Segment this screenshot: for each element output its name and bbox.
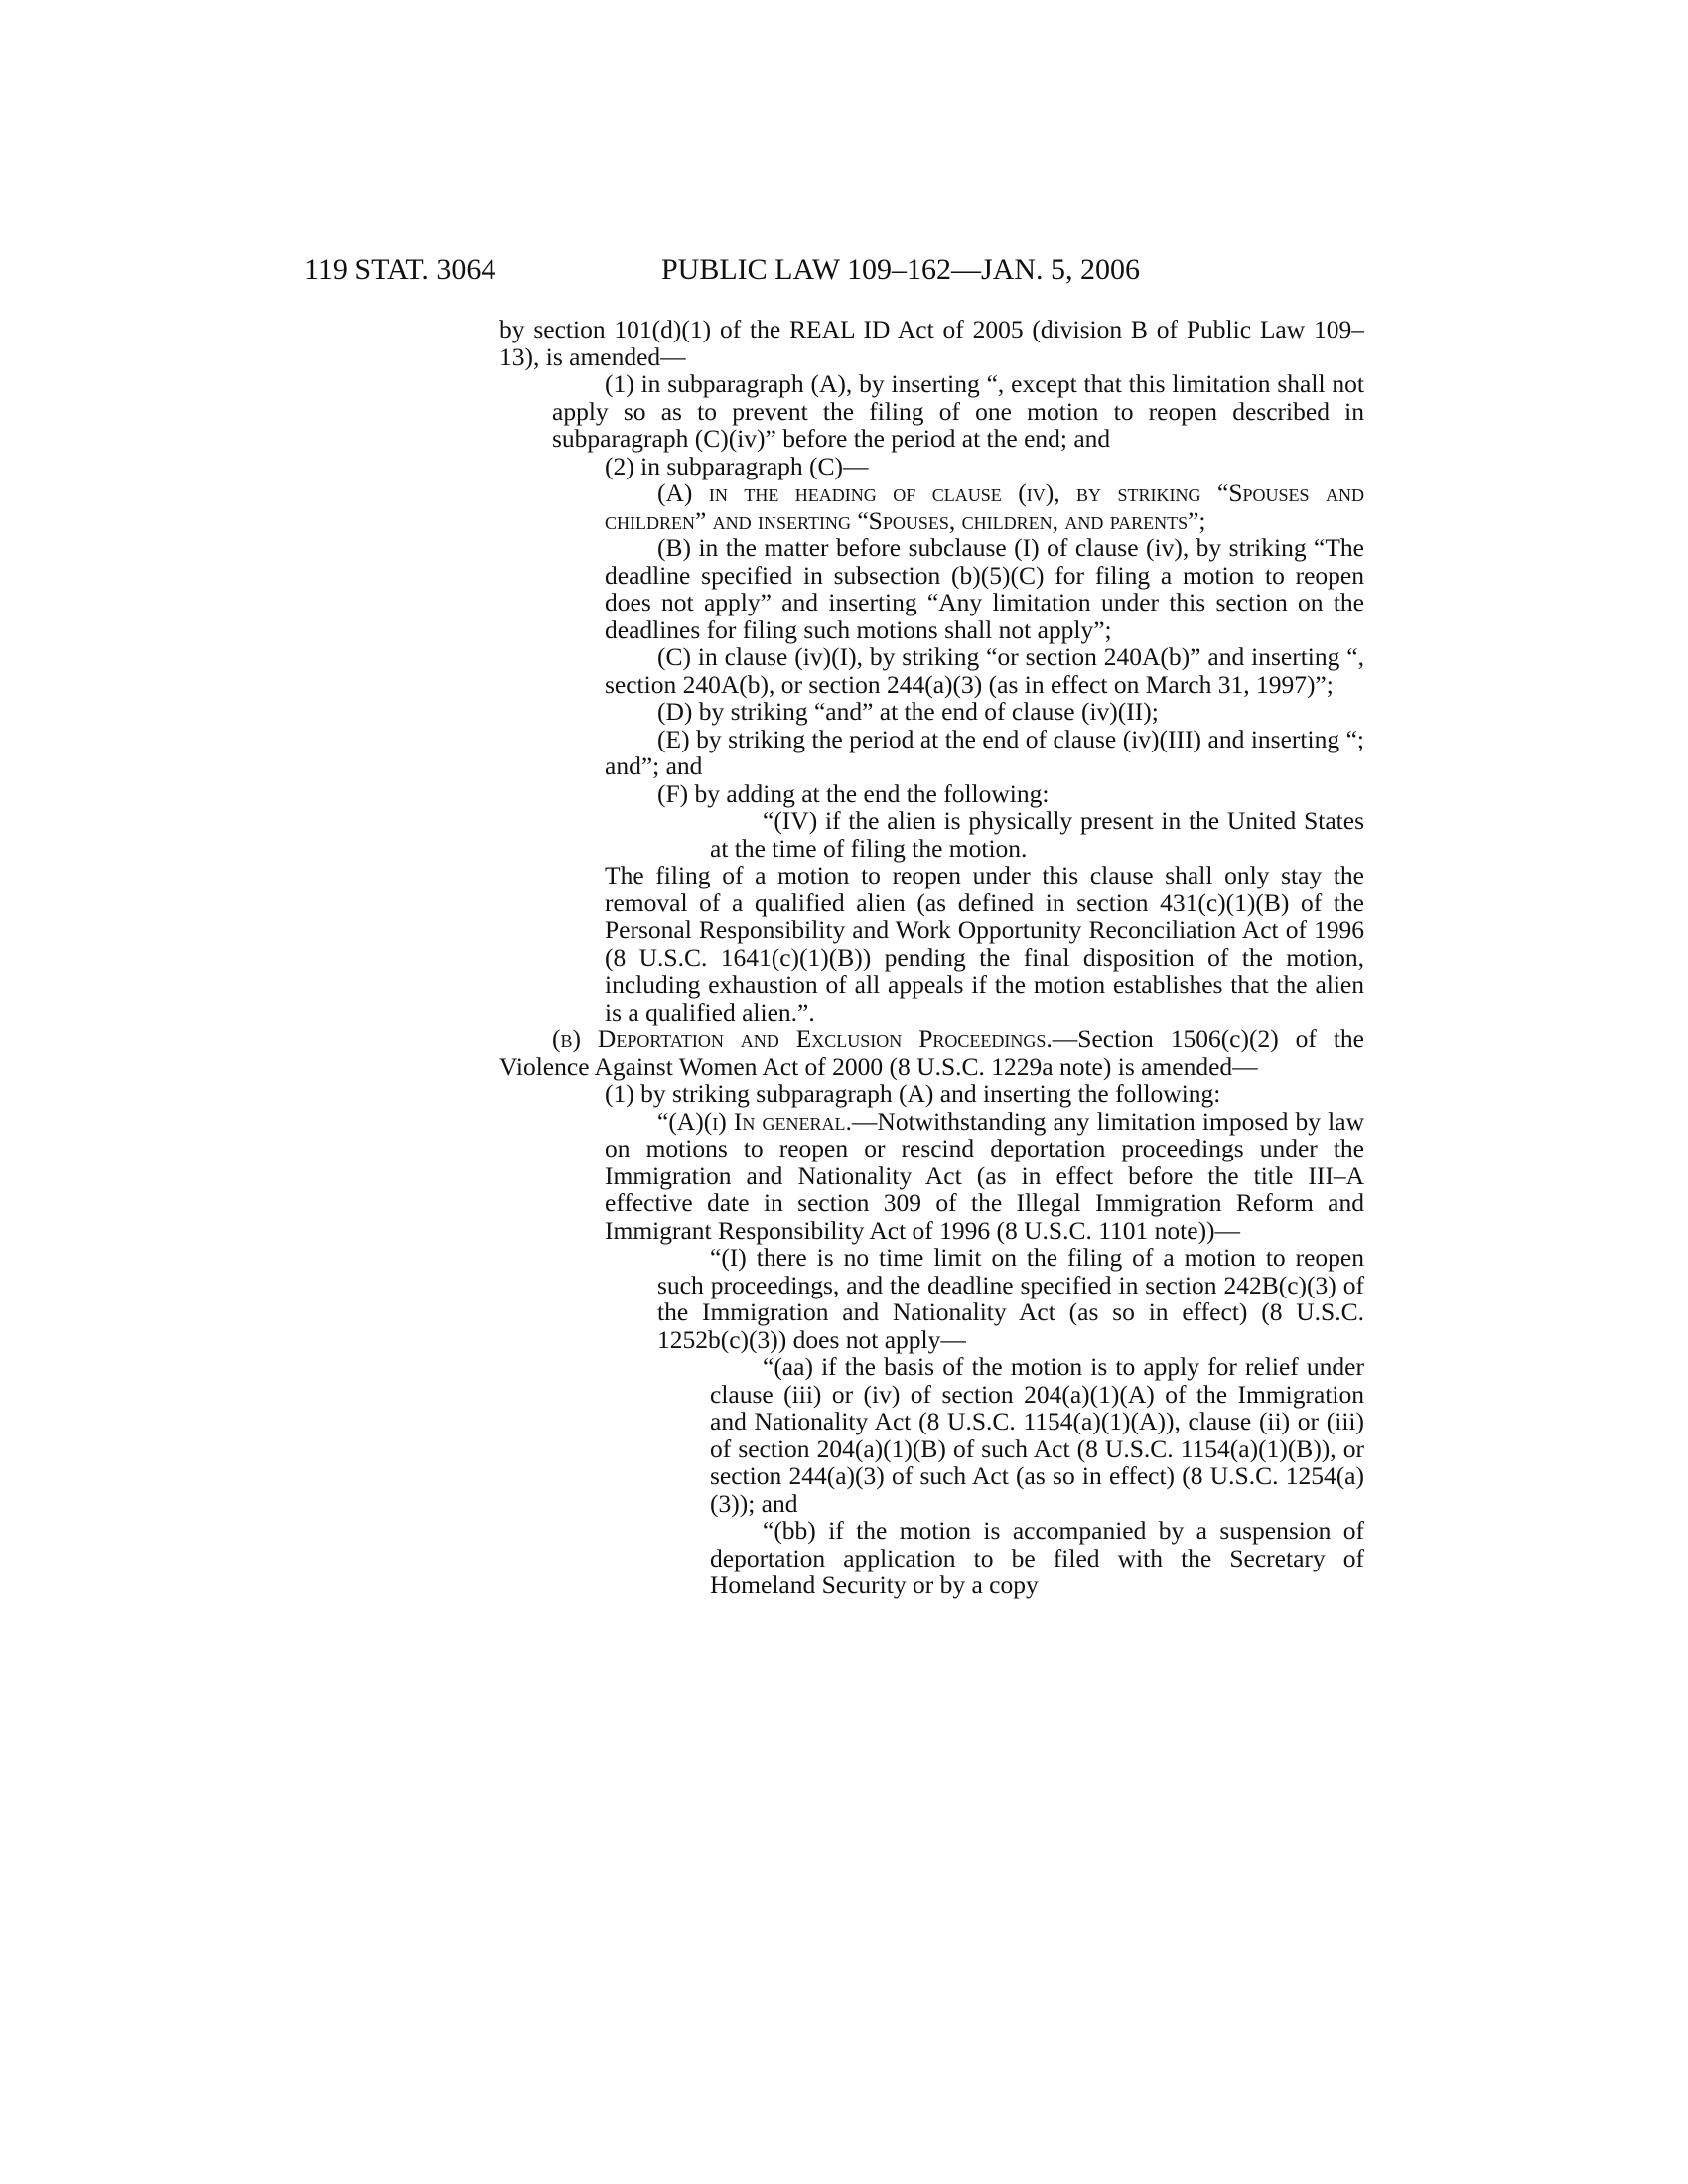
quoted-subclause-i: “(I) there is no time limit on the filing of a motion to reopen such proceedings, and the deadline specified in section 242B(c)(3) of the Immigration and Nationality Act (as so in effect) (8 U.S.C. 1252b(c)(3)) does not apply— <box>657 1243 1364 1354</box>
stat-page-number: 119 STAT. 3064 <box>304 253 496 286</box>
paragraph-2: (2) in subparagraph (C)— <box>605 451 869 480</box>
subparagraph-b: (B) in the matter before subclause (I) of clause (iv), by striking “The deadline specified in subsection (b)(5)(C) for filing a motion to reopen does not apply” and inserting “Any limitation under this section on the deadlines for filing such motions shall not apply”; <box>605 533 1364 644</box>
subparagraph-e: (E) by striking the period at the end of clause (iv)(III) and inserting “; and”; and <box>605 724 1364 780</box>
subsection-b <box>499 1025 1364 1080</box>
quoted-subparagraph-a-heading: “(A)(i) In general. <box>657 1106 852 1136</box>
statute-text <box>499 316 1364 1599</box>
subparagraph-d: (D) by striking “and” at the end of clause (iv)(II); <box>657 697 1159 726</box>
subsection-b-heading: (b) Deportation and Exclusion Proceedings. <box>552 1024 1053 1053</box>
quoted-item-bb: “(bb) if the motion is accompanied by a suspension of deportation application to be filed with the Secretary of Homeland Security or by a copy <box>710 1516 1364 1599</box>
quoted-subclause-iv: “(IV) if the alien is physically present in the United States at the time of filing the motion. <box>710 806 1364 863</box>
running-title: PUBLIC LAW 109–162—JAN. 5, 2006 <box>661 253 1141 286</box>
quoted-subparagraph-a <box>605 1108 1364 1245</box>
paragraph-intro: by section 101(d)(1) of the REAL ID Act of 2005 (division B of Public Law 109–13), is amended— <box>499 315 1364 371</box>
paragraph-b1: (1) by striking subparagraph (A) and inserting the following: <box>605 1079 1221 1108</box>
subparagraph-c: (C) in clause (iv)(I), by striking “or section 240A(b)” and inserting “, section 240A(b), or section 244(a)(3) (as in effect on March 31, 1997)”; <box>605 642 1364 699</box>
quoted-subparagraph-a-text: —Notwithstanding any limitation imposed by law on motions to reopen or rescind deportation proceedings under the Immigration and Nationality Act (as in effect before the title III–A effective date in section 309 of the Illegal Immigration Reform and Immigrant Responsibility Act of 1996 (8 U.S.C. 1101 note))— <box>605 1106 1364 1245</box>
subparagraph-f: (F) by adding at the end the following: <box>657 778 1050 808</box>
quoted-flush-text: The filing of a motion to reopen under this clause shall only stay the removal of a qualified alien (as defined in section 431(c)(1)(B) of the Personal Responsibility and Work Opportunity Reconciliation Act of 1996 (8 U.S.C. 1641(c)(1)(B)) pending the final disposition of the motion, including exhaustion of all appeals if the motion establishes that the alien is a qualified alien.”. <box>605 861 1364 1026</box>
subsection-b-text: —Section 1506(c)(2) of the Violence Against Women Act of 2000 (8 U.S.C. 1229a note) is amended— <box>499 1024 1364 1081</box>
subparagraph-a-text: (A) in the heading of clause (iv), by striking “Spouses and children” and inserting “Spouses, children, and parents”; <box>605 478 1364 535</box>
paragraph-1: (1) in subparagraph (A), by inserting “, except that this limitation shall not apply so as to prevent the filing of one motion to reopen described in subparagraph (C)(iv)” before the period at the end; and <box>552 369 1364 453</box>
subparagraph-a <box>605 479 1364 534</box>
page-header <box>304 250 1374 290</box>
quoted-item-aa: “(aa) if the basis of the motion is to apply for relief under clause (iii) or (iv) of section 204(a)(1)(A) of the Immigration and Nationality Act (8 U.S.C. 1154(a)(1)(A)), clause (ii) or (iii) of section 204(a)(1)(B) of such Act (8 U.S.C. 1154(a)(1)(B)), or section 244(a)(3) of such Act (as so in effect) (8 U.S.C. 1254(a)(3)); and <box>710 1352 1364 1518</box>
